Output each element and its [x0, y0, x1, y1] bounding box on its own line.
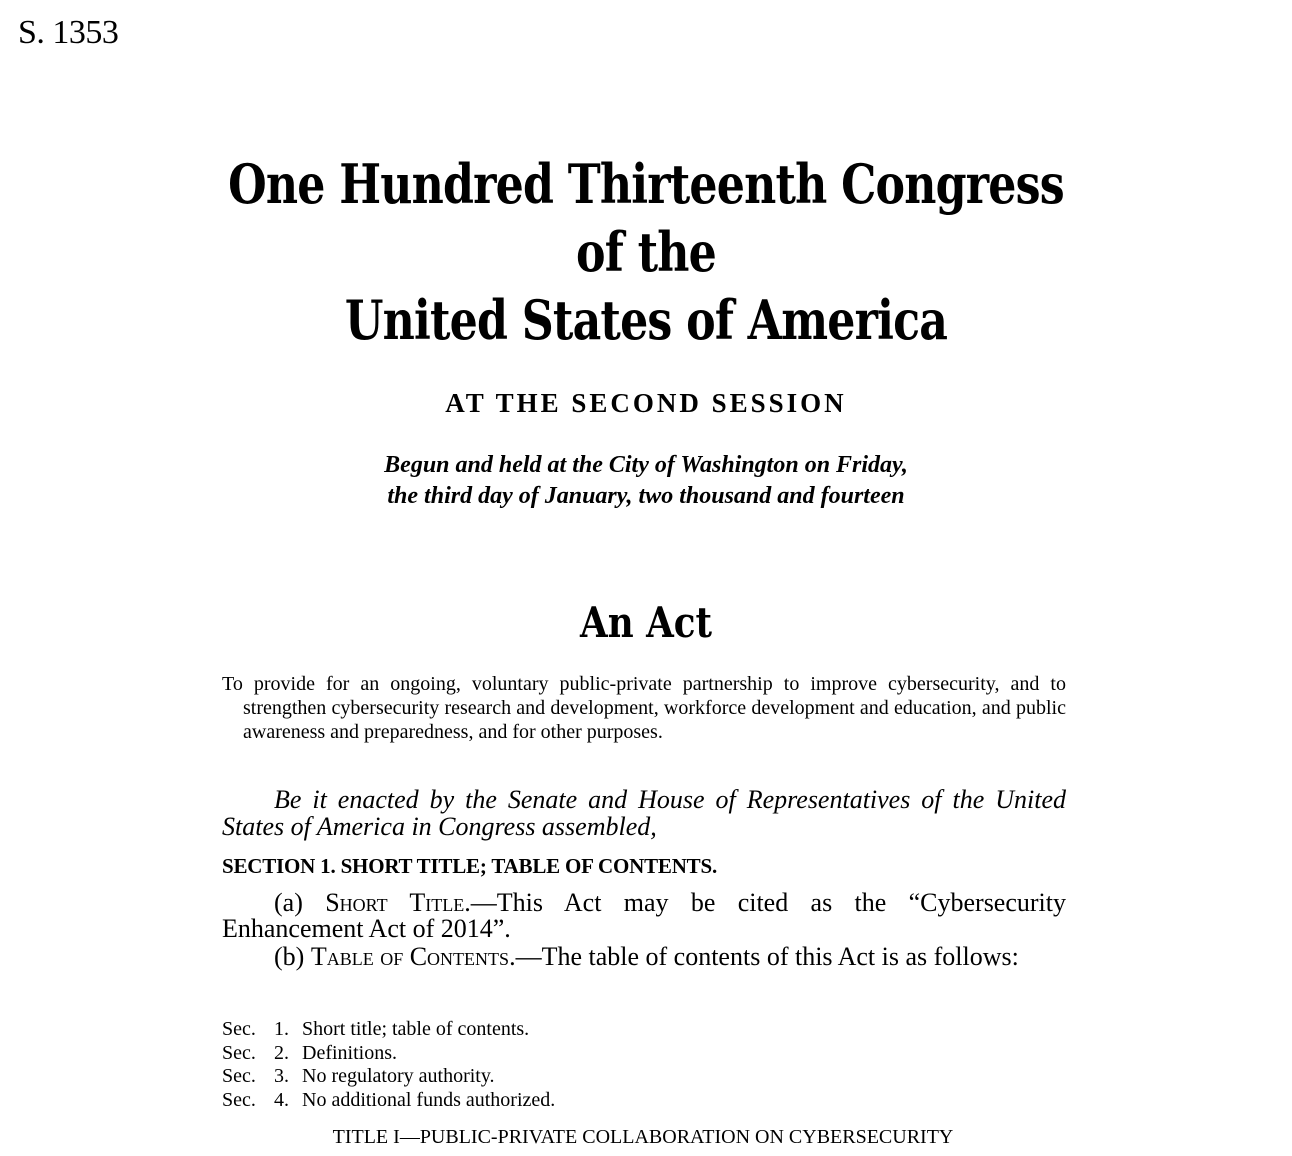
- begun-line: Begun and held at the City of Washington on Friday,: [384, 452, 908, 478]
- subsection-a-text: This Act may be cited as the “Cybersecurity Enhancement Act of 2014”.: [222, 888, 1066, 943]
- toc-number: 3.: [274, 1065, 289, 1087]
- bill-number: S. 1353: [18, 14, 119, 51]
- congress-heading-line: United States of America: [344, 288, 948, 352]
- section-1-heading: SECTION 1. SHORT TITLE; TABLE OF CONTENTS.: [222, 854, 718, 878]
- table-of-contents: [222, 1018, 555, 1112]
- toc-row: [222, 1018, 555, 1042]
- subsection-b-heading: Table of Contents: [310, 942, 510, 971]
- subsection-b-marker: (b): [274, 942, 305, 971]
- congress-heading-line: of the: [576, 220, 716, 284]
- toc-row: [222, 1089, 555, 1113]
- session-heading: AT THE SECOND SESSION: [445, 388, 847, 418]
- purpose-clause: To provide for an ongoing, voluntary public-private partnership to improve cybersecurity, and to strengthen cybersecurity research and development, workforce development and education, and public awareness and preparedness, and for other purposes.: [222, 673, 1066, 743]
- enacting-clause: Be it enacted by the Senate and House of Representatives of the United States of America in Congress assembled,: [222, 785, 1066, 841]
- toc-number: 4.: [274, 1088, 289, 1111]
- congress-heading: [116, 150, 1175, 354]
- toc-row: [222, 1065, 555, 1089]
- toc-number: 2.: [274, 1041, 289, 1064]
- toc-label: Sec.: [222, 1018, 256, 1040]
- toc-title: Definitions.: [302, 1041, 397, 1064]
- toc-label: Sec.: [222, 1041, 256, 1064]
- toc-number: 1.: [274, 1018, 289, 1040]
- subsection-b-text: The table of contents of this Act is as follows:: [541, 942, 1019, 971]
- title-i-heading: TITLE I—PUBLIC-PRIVATE COLLABORATION ON CYBERSECURITY: [332, 1126, 954, 1148]
- toc-title: No additional funds authorized.: [302, 1088, 556, 1111]
- subsection-a-heading: Short Title: [325, 888, 465, 917]
- act-heading: An Act: [579, 598, 713, 647]
- subsection-b: (b) Table of Contents.—The table of contents of this Act is as follows:: [274, 942, 1019, 971]
- subsection-a-marker: (a): [274, 888, 303, 917]
- begun-line: the third day of January, two thousand and fourteen: [387, 483, 905, 509]
- toc-title: No regulatory authority.: [302, 1065, 495, 1087]
- congress-heading-line: One Hundred Thirteenth Congress: [228, 152, 1064, 216]
- toc-row: [222, 1042, 555, 1066]
- begun-statement: [0, 450, 1292, 512]
- toc-label: Sec.: [222, 1088, 256, 1111]
- toc-label: Sec.: [222, 1065, 256, 1087]
- subsection-a: (a) Short Title.—This Act may be cited as the “Cybersecurity Enhancement Act of 2014”.: [222, 888, 1066, 943]
- toc-title: Short title; table of contents.: [302, 1018, 530, 1040]
